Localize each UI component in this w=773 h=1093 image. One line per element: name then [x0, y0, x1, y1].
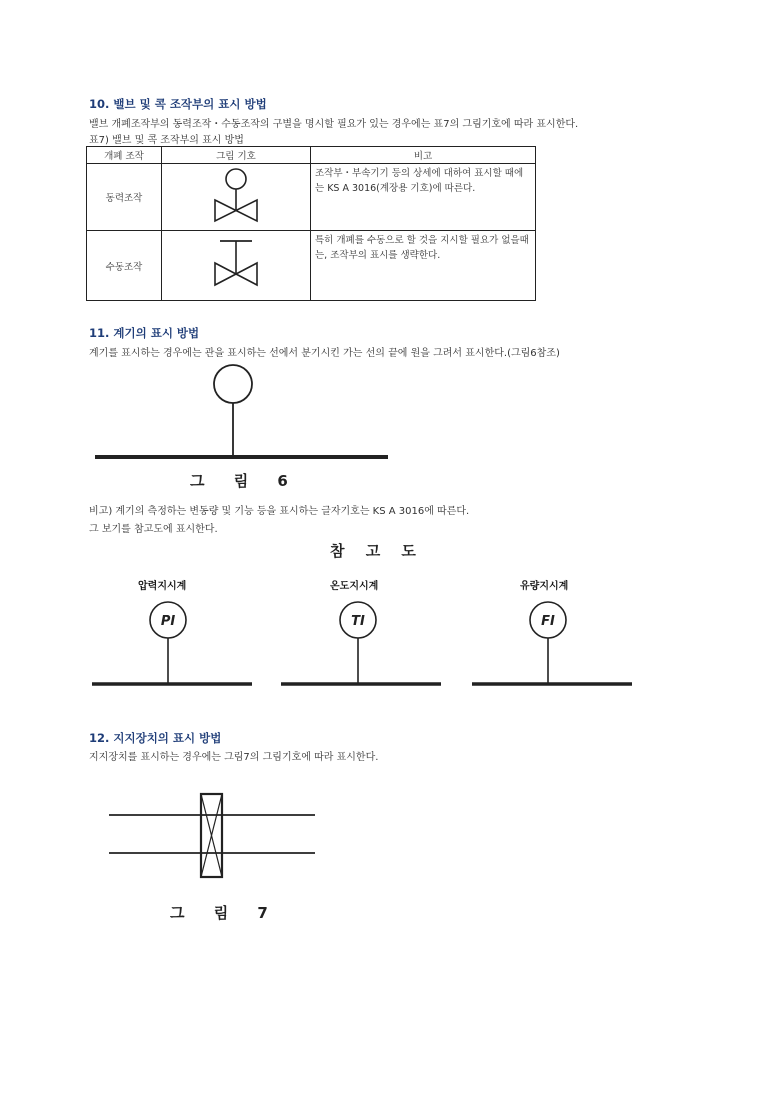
figure-6-instrument-symbol — [90, 360, 390, 465]
flow-indicator-label: 유량지시계 — [520, 581, 569, 592]
pressure-indicator-label: 압력지시계 — [138, 581, 187, 592]
temperature-indicator-label: 온도지시계 — [330, 581, 379, 592]
section-11-text: 계기를 표시하는 경우에는 관을 표시하는 선에서 분기시킨 가는 선의 끝에 원을 그려서 표시한다.(그림6참조) — [89, 348, 560, 359]
valve-operation-table — [86, 146, 536, 301]
flow-indicator-symbol — [472, 598, 634, 690]
column-header-symbol: 그림 기호 — [162, 147, 311, 164]
symbol-cell — [162, 231, 311, 301]
temperature-indicator-code: TI — [351, 614, 365, 629]
section-11-note-2: 그 보기를 참고도에 표시한다. — [89, 524, 218, 535]
pressure-indicator-code: PI — [160, 614, 176, 629]
figure-7-caption: 그 림 7 — [170, 904, 280, 922]
table-row-powered — [87, 164, 536, 231]
operation-cell: 동력조작 — [87, 164, 162, 231]
column-header-note: 비고 — [311, 147, 536, 164]
manual-valve-icon — [206, 233, 266, 295]
figure-6-caption: 그 림 6 — [190, 472, 300, 490]
section-11-heading: 11. 계기의 표시 방법 — [89, 326, 200, 340]
reference-figure-title: 참 고 도 — [330, 542, 424, 560]
figure-7-support-symbol — [105, 788, 320, 883]
section-12-text: 지지장치를 표시하는 경우에는 그림7의 그림기호에 따라 표시한다. — [89, 752, 379, 763]
temperature-indicator-symbol — [281, 598, 443, 690]
note-cell: 특히 개폐를 수동으로 할 것을 지시할 필요가 없을때는, 조작부의 표시를 생략한다. — [311, 231, 536, 301]
section-10-heading: 10. 밸브 및 콕 조작부의 표시 방법 — [89, 97, 267, 111]
note-cell: 조작부・부속기기 등의 상세에 대하여 표시할 때에는 KS A 3016(계장용 기호)에 따른다. — [311, 164, 536, 231]
table-row-manual — [87, 231, 536, 301]
symbol-cell — [162, 164, 311, 231]
powered-valve-icon — [206, 165, 266, 227]
pressure-indicator-symbol — [92, 598, 254, 690]
column-header-operation: 개폐 조작 — [87, 147, 162, 164]
flow-indicator-code: FI — [541, 614, 555, 629]
table-header-row — [87, 147, 536, 164]
operation-cell: 수동조작 — [87, 231, 162, 301]
section-12-heading: 12. 지지장치의 표시 방법 — [89, 731, 222, 745]
table-7-caption: 표7) 밸브 및 콕 조작부의 표시 방법 — [89, 135, 244, 146]
section-11-note-1: 비고) 계기의 측정하는 변동량 및 기능 등을 표시하는 글자기호는 KS A 3016에 따른다. — [89, 506, 470, 517]
section-10-text: 밸브 개폐조작부의 동력조작・수동조작의 구별을 명시할 필요가 있는 경우에는 표7의 그림기호에 따라 표시한다. — [89, 119, 579, 130]
